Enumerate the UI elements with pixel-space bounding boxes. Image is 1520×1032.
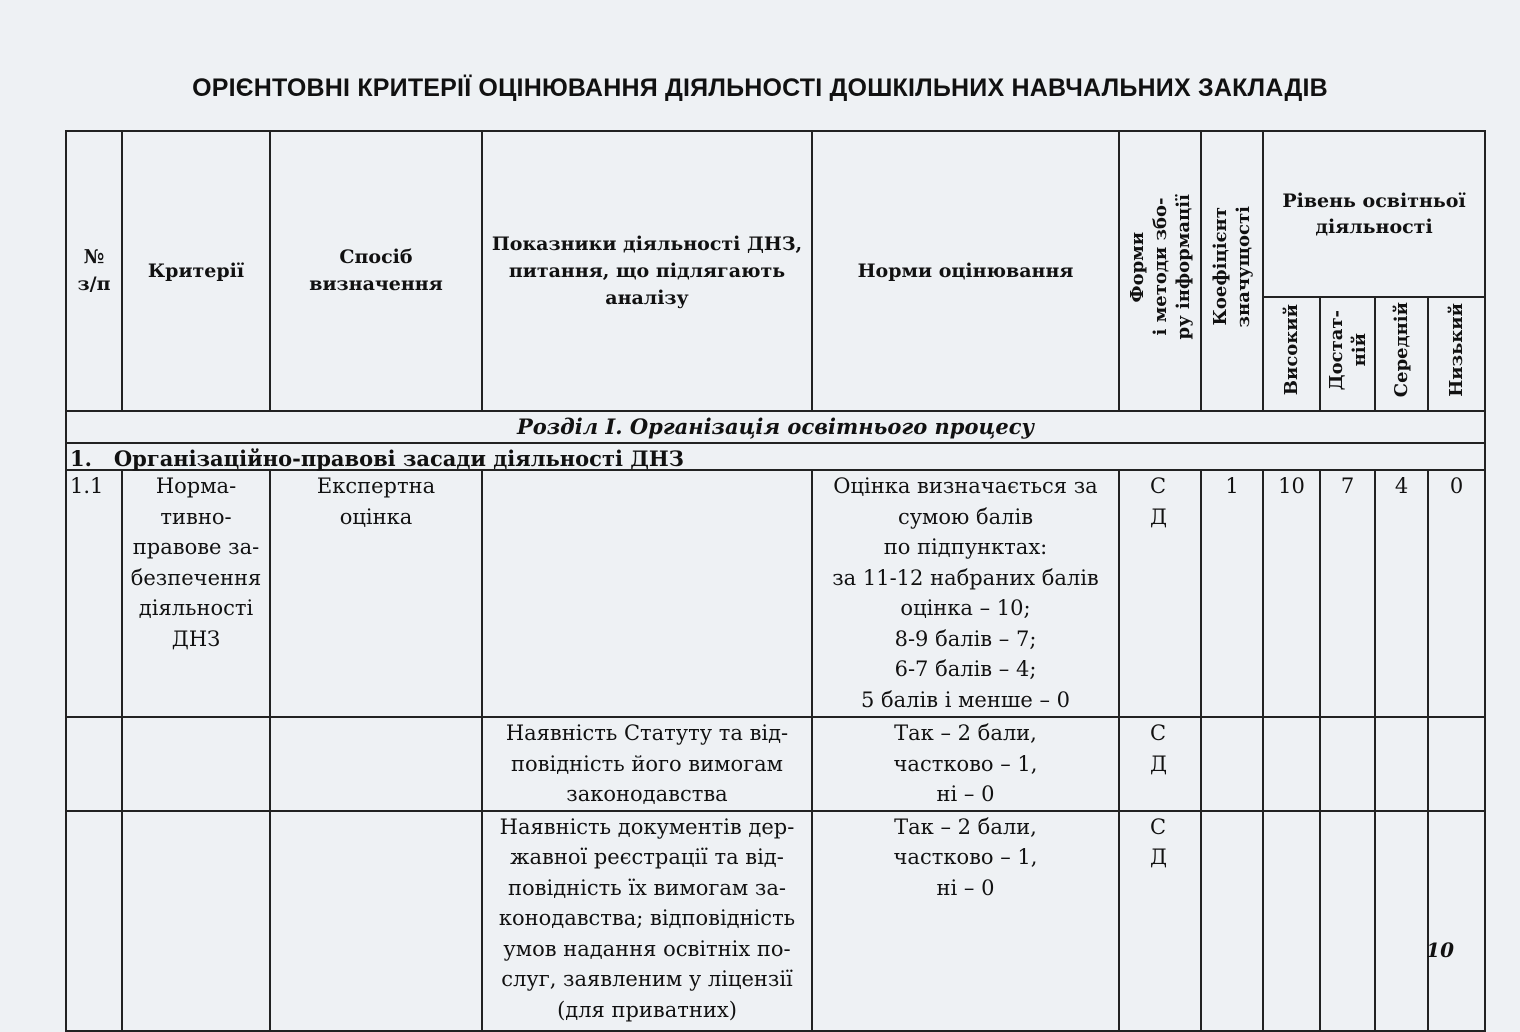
row-forms: С Д: [1119, 470, 1201, 717]
header-low: Низький: [1446, 303, 1468, 397]
row-medium: 4: [1375, 470, 1428, 717]
row-indicator: Наявність документів дер- жавної реєстрації та від- повідність їх вимогам за- конодавства; відповідність умов надання освітніх по- слуг, заявленим у ліцензії (для приватних): [482, 811, 812, 1031]
row-norm: Оцінка визначається за сумою балів по підпунктах: за 11-12 набраних балів оцінка – 10; 8-9 балів – 7; 6-7 балів – 4; 5 балів і менше – 0: [812, 470, 1119, 717]
header-method: Спосіб визначення: [270, 131, 482, 411]
table-row: [66, 717, 1485, 811]
header-level: Рівень освітньої діяльності: [1263, 131, 1485, 297]
header-norms: Норми оцінювання: [812, 131, 1119, 411]
row-high: 10: [1263, 470, 1320, 717]
row-coefficient: 1: [1201, 470, 1263, 717]
table-row: [66, 811, 1485, 1031]
header-medium-cell: [1375, 297, 1428, 411]
header-forms-cell: [1119, 131, 1201, 411]
section-title: Розділ І. Організація освітнього процесу: [66, 411, 1485, 443]
header-coefficient-cell: [1201, 131, 1263, 411]
row-method: Експертна оцінка: [270, 470, 482, 717]
subsection-title: 1. Організаційно-правові засади діяльності ДНЗ: [66, 443, 1485, 470]
criteria-table: [65, 130, 1486, 1032]
row-forms: С Д: [1119, 717, 1201, 811]
row-indicator: [482, 470, 812, 717]
row-forms: С Д: [1119, 811, 1201, 1031]
header-sufficient-cell: [1320, 297, 1375, 411]
row-indicator: Наявність Статуту та від- повідність його вимогам законодавства: [482, 717, 812, 811]
header-low-cell: [1428, 297, 1485, 411]
subsection-row: [66, 443, 1485, 470]
table-header-row: [66, 131, 1485, 297]
header-forms: Форми і методи збо- ру інформації: [1126, 194, 1194, 340]
row-criteria: Норма- тивно- правове за- безпечення діяльності ДНЗ: [122, 470, 270, 717]
header-medium: Середній: [1391, 302, 1412, 398]
section-row: [66, 411, 1485, 443]
row-sufficient: 7: [1320, 470, 1375, 717]
table-row: [66, 470, 1485, 717]
header-criteria: Критерії: [122, 131, 270, 411]
page-title: ОРІЄНТОВНІ КРИТЕРІЇ ОЦІНЮВАННЯ ДІЯЛЬНОСТІ ДОШКІЛЬНИХ НАВЧАЛЬНИХ ЗАКЛАДІВ: [192, 74, 1328, 102]
header-coefficient: Коефіцієнт значущості: [1210, 206, 1254, 328]
header-high-cell: [1263, 297, 1320, 411]
row-num: 1.1: [66, 470, 122, 717]
row-norm: Так – 2 бали, частково – 1, ні – 0: [812, 717, 1119, 811]
row-low: 0: [1428, 470, 1485, 717]
header-indicators: Показники діяльності ДНЗ, питання, що підлягають аналізу: [482, 131, 812, 411]
row-norm: Так – 2 бали, частково – 1, ні – 0: [812, 811, 1119, 1031]
page-number: 10: [1426, 938, 1454, 962]
header-high: Високий: [1281, 304, 1302, 396]
header-sufficient: Достат- ній: [1325, 309, 1370, 391]
header-num: № з/п: [66, 131, 122, 411]
